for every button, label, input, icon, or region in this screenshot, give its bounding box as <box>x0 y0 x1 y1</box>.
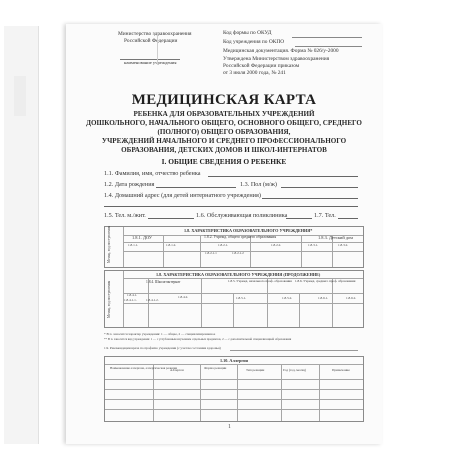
subtitle-line-1: РЕБЕНКА ДЛЯ ОБРАЗОВАТЕЛЬНЫХ УЧРЕЖДЕНИЙ <box>133 110 315 118</box>
table-1-8-c3: 1.8.2.1. <box>218 243 229 247</box>
table-1-8-continued-c-d: 1.8.4.1.2. <box>146 298 159 302</box>
subtitle-line-5: ОБРАЗОВАНИЯ, ДЕТСКИХ ДОМОВ И ШКОЛ-ИНТЕРНАТОВ <box>121 146 327 154</box>
header-divider <box>157 32 158 64</box>
table-1-10-title: 1.10. Аллергия <box>220 358 248 363</box>
table-1-8-continued-c-b: 1.8.4.2. <box>178 295 189 299</box>
section-1-heading: I. ОБЩИЕ СВЕДЕНИЯ О РЕБЕНКЕ <box>161 157 287 166</box>
note-line-1: * В п. заносится характер учреждения: 1 — общее, 2 — специализированное <box>104 332 216 336</box>
table-1-8-continued-nach: 1.8.5. Учрежд. начального проф. образования <box>228 279 292 283</box>
table-1-10-col-2: Аллерген <box>170 368 184 372</box>
table-1-8-continued-c-a: 1.8.4.1. <box>127 293 138 297</box>
table-1-8-continued-internat: 1.8.4. Школа-интернат <box>146 280 181 284</box>
table-1-10-col-1: Наименование аллергена, аллергическая реакция <box>110 366 177 370</box>
table-1-8-side-label: Месяц, год поступления <box>107 225 111 263</box>
table-1-8-col-dom: 1.8.3. Детский дом <box>318 235 353 240</box>
table-1-8-continued-c-f: 1.8.5.2. <box>282 296 293 300</box>
field-1-7-label: 1.7. Тел. <box>314 212 336 219</box>
ministry-line-1: Министерство здравоохранения <box>118 31 192 37</box>
approved-line-1: Утверждена Министерством здравоохранения <box>223 56 330 62</box>
approved-line-3: от 3 июля 2000 года, № 241 <box>223 70 286 76</box>
field-1-5-line[interactable] <box>148 218 194 219</box>
field-1-1-line[interactable] <box>208 176 358 177</box>
field-1-6-label: 1.6. Обслуживающая поликлиника <box>196 212 288 219</box>
okud-line <box>292 37 362 38</box>
institution-label: наименование учреждения <box>124 60 177 65</box>
ministry-line-2: Российской Федерации <box>124 38 178 44</box>
table-1-8-c7: 1.8.3.1. <box>308 243 319 247</box>
subtitle-line-3: (ПОЛНОГО) ОБЩЕГО ОБРАЗОВАНИЯ, <box>157 128 291 136</box>
field-1-2-label: 1.2. Дата рождения <box>104 181 155 188</box>
table-1-10-col-4: Тип реакции <box>246 368 265 372</box>
table-1-8-c6: 1.8.2.1.2 <box>232 251 244 255</box>
table-1-8-continued-c-g: 1.8.6.1. <box>318 296 329 300</box>
page-number: 1 <box>228 424 231 430</box>
table-1-8-continued-side-label: Месяц, год поступления <box>107 280 111 318</box>
table-1-8-continued-c-e: 1.8.5.1. <box>236 296 247 300</box>
field-1-4-line-2[interactable] <box>104 206 358 207</box>
table-1-8-continued-c-c: 1.8.4.1.1. <box>124 298 137 302</box>
okpo-line <box>295 46 362 47</box>
doc-form-label: Медицинская документация. Форма № 026/у-2000 <box>223 48 339 54</box>
field-1-5-label: 1.5. Тел. м./жит. <box>104 212 146 219</box>
subtitle-line-4: УЧРЕЖДЕНИЙ НАЧАЛЬНОГО И СРЕДНЕГО ПРОФЕССИОНАЛЬНОГО <box>101 137 347 145</box>
table-1-8-c5: 1.8.2.1.1 <box>205 251 217 255</box>
note-1-9: 1.9. Рекомендации врача по профилю учреждения (с учетом состояния здоровья) <box>104 346 221 350</box>
field-1-7-line[interactable] <box>338 218 358 219</box>
field-1-6-line[interactable] <box>286 218 312 219</box>
table-1-8-c4: 1.8.2.2. <box>271 243 282 247</box>
table-1-8-continued-sred: 1.8.6. Учрежд. среднего проф. образования <box>295 279 356 283</box>
table-1-8-col-dou: 1.8.1. ДОУ <box>132 235 153 240</box>
note-1-9-line[interactable] <box>230 350 358 351</box>
table-1-8-c1: 1.8.1.1. <box>128 243 139 247</box>
field-1-4-line[interactable] <box>262 198 358 199</box>
field-1-4-label: 1.4. Домашний адрес (для детей интернатного учреждения) <box>104 192 261 199</box>
approved-line-2: Российской Федерации приказом <box>223 63 300 69</box>
field-1-3-line[interactable] <box>281 187 358 188</box>
table-1-8-col-school: 1.8.2. Учрежд. общего среднего образования <box>204 235 277 239</box>
underlying-page-shadow <box>14 76 26 116</box>
table-1-8-title: 1.8. ХАРАКТЕРИСТИКА ОБРАЗОВАТЕЛЬНОГО УЧРЕЖДЕНИЯ* <box>184 228 313 233</box>
table-1-10-col-3: Форма реакции <box>204 366 227 370</box>
field-1-2-line[interactable] <box>156 187 236 188</box>
table-1-10-col-6: Примечание <box>332 368 350 372</box>
table-1-8-continued-c-h: 1.8.6.2. <box>346 296 357 300</box>
table-1-8-c8: 1.8.3.2. <box>338 243 349 247</box>
okpo-label: Код учреждения по ОКПО <box>223 39 285 45</box>
note-line-2: ** В п. заносится вид учреждения: 1 — с углубленным изучением отдельных предметов, 2 — с дополнительной специализацией образования <box>104 337 292 341</box>
field-1-1-label: 1.1. Фамилия, имя, отчество ребенка <box>104 170 201 177</box>
table-1-8-c2: 1.8.1.2. <box>166 243 177 247</box>
table-1-10-col-5: Год (год, месяц) <box>283 368 307 372</box>
document-title: МЕДИЦИНСКАЯ КАРТА <box>131 92 317 108</box>
field-1-3-label: 1.3. Пол (м/ж) <box>240 181 277 188</box>
subtitle-line-2: ДОШКОЛЬНОГО, НАЧАЛЬНОГО ОБЩЕГО, ОСНОВНОГО ОБЩЕГО, СРЕДНЕГО <box>86 119 362 127</box>
table-1-8-continued-title: 1.8. ХАРАКТЕРИСТИКА ОБРАЗОВАТЕЛЬНОГО УЧРЕЖДЕНИЯ (ПРОДОЛЖЕНИЕ) <box>156 272 321 277</box>
okud-label: Код формы по ОКУД <box>223 30 272 36</box>
